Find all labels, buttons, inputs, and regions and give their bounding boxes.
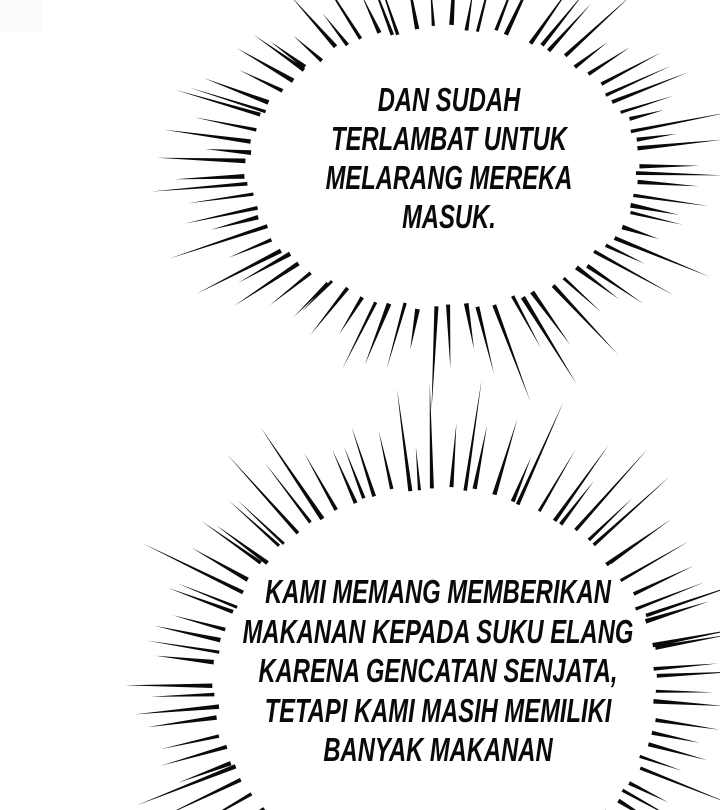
speech-text-line: DAN SUDAH	[377, 81, 521, 118]
speech-text-line: TERLAMBAT UNTUK	[331, 120, 567, 157]
speech-bubble-top	[326, 80, 573, 236]
speech-text-line: MELARANG MEREKA	[325, 159, 573, 196]
speech-bubble-bottom	[243, 572, 634, 770]
speech-text-line: MAKANAN KEPADA SUKU ELANG	[242, 612, 634, 650]
speech-text-line: MASUK.	[402, 198, 496, 235]
speech-text-line: KARENA GENCATAN SENJATA,	[258, 652, 618, 689]
speech-text-line: KAMI MEMANG MEMBERIKAN	[265, 573, 611, 610]
speech-text-line: TETAPI KAMI MASIH MEMILIKI	[264, 691, 612, 729]
speech-text-line: BANYAK MAKANAN	[323, 731, 553, 768]
page-corner-artifact	[0, 0, 42, 33]
